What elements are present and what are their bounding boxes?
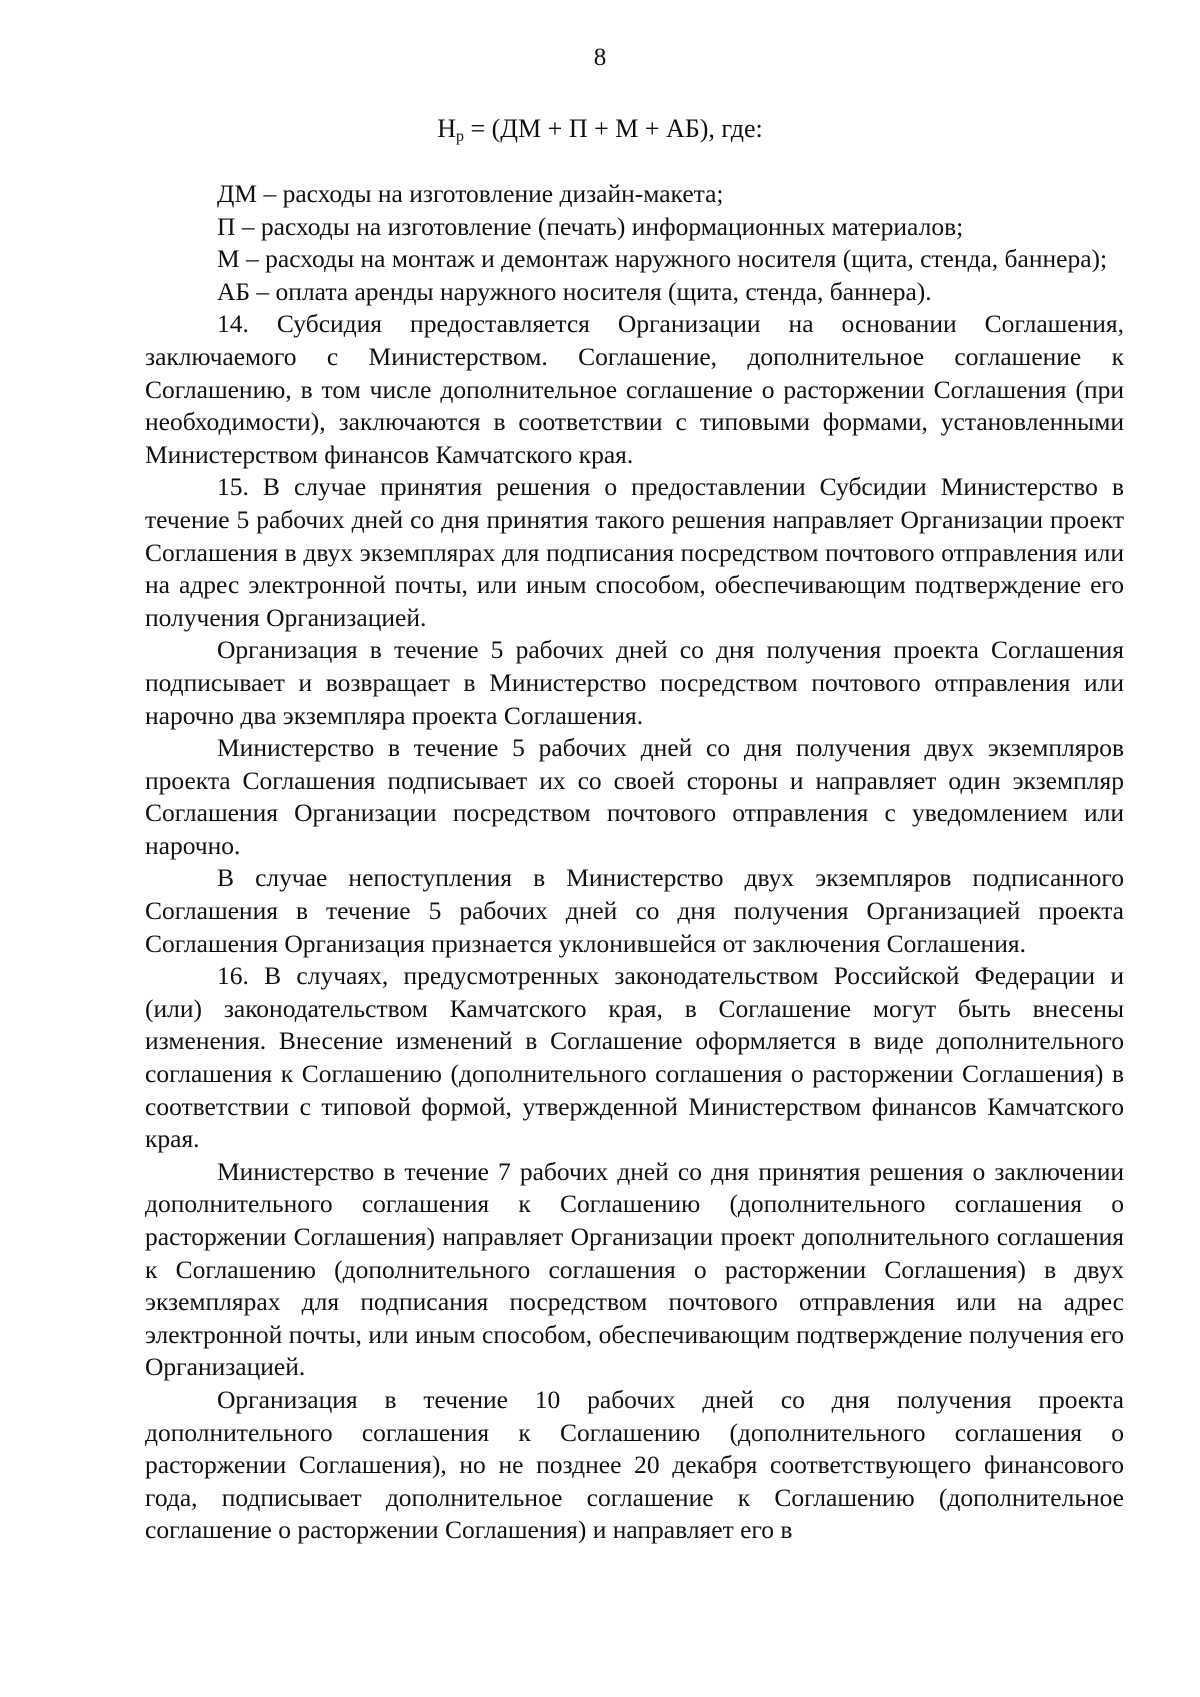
paragraph-16-organization-additional: Организация в течение 10 рабочих дней со дня получения проекта дополнительного соглашения к Соглашению (дополнительного соглашения о расторжении Соглашения), но не позднее 20 декабря соответствующего финансового года, подписывает дополнительное соглашение к Соглашению (дополнительное соглашение о расторжении Соглашения) и направляет его в xyxy=(145,1384,1124,1545)
paragraph-16: 16. В случаях, предусмотренных законодательством Российской Федерации и (или) законодательством Камчатского края, в Соглашение могут быть внесены изменения. Внесение изменений в Соглашение оформляется в виде дополнительного соглашения к Соглашению (дополнительного соглашения о расторжении Соглашения) в соответствии с типовой формой, утвержденной Министерством финансов Камчатского края. xyxy=(145,961,1124,1154)
formula-variable: Н xyxy=(437,114,456,143)
definition-m: М – расходы на монтаж и демонтаж наружного носителя (щита, стенда, баннера); xyxy=(217,244,1108,274)
paragraph-15-non-receipt: В случае непоступления в Министерство двух экземпляров подписанного Соглашения в течение 5 рабочих дней со дня получения Организацией проекта Соглашения Организация признается уклонившейся от заключения Соглашения. xyxy=(145,863,1124,958)
paragraph-15-organization-signing: Организация в течение 5 рабочих дней со дня получения проекта Соглашения подписывает и возвращает в Министерство посредством почтового отправления или нарочно два экземпляра проекта Соглашения. xyxy=(145,635,1124,730)
definition-dm: ДМ – расходы на изготовление дизайн-макета; xyxy=(217,179,724,208)
formula-expression: = (ДМ + П + М + АБ), где: xyxy=(463,114,763,143)
definition-p: П – расходы на изготовление (печать) информационных материалов; xyxy=(217,211,964,241)
formula-subscript: р xyxy=(455,128,464,145)
page-number: 8 xyxy=(593,44,607,71)
definition-ab: АБ – оплата аренды наружного носителя (щита, стенда, баннера). xyxy=(217,276,932,306)
paragraph-16-ministry-additional: Министерство в течение 7 рабочих дней со дня принятия решения о заключении дополнительного соглашения к Соглашению (дополнительного соглашения о расторжении Соглашения) направляет Организации проект дополнительного соглашения к Соглашению (дополнительного соглашения о расторжении Соглашения) в двух экземплярах для подписания посредством почтового отправления или на адрес электронной почты, или иным способом, обеспечивающим подтверждение получения его Организацией. xyxy=(145,1156,1124,1382)
paragraph-15: 15. В случае принятия решения о предоставлении Субсидии Министерство в течение 5 рабочих дней со дня принятия такого решения направляет Организации проект Соглашения в двух экземплярах для подписания посредством почтового отправления или на адрес электронной почты, или иным способом, обеспечивающим подтверждение его получения Организацией. xyxy=(145,472,1124,632)
paragraph-15-ministry-signing: Министерство в течение 5 рабочих дней со дня получения двух экземпляров проекта Соглашения подписывает их со своей стороны и направляет один экземпляр Соглашения Организации посредством почтового отправления с уведомлением или нарочно. xyxy=(145,733,1124,860)
paragraph-14: 14. Субсидия предоставляется Организации на основании Соглашения, заключаемого с Министерством. Соглашение, дополнительное соглашение к Соглашению, в том числе дополнительное соглашение о расторжении Соглашения (при необходимости), заключаются в соответствии с типовыми формами, установленными Министерством финансов Камчатского края. xyxy=(145,309,1124,469)
body-text xyxy=(145,178,1124,1547)
formula-line xyxy=(0,112,1200,146)
